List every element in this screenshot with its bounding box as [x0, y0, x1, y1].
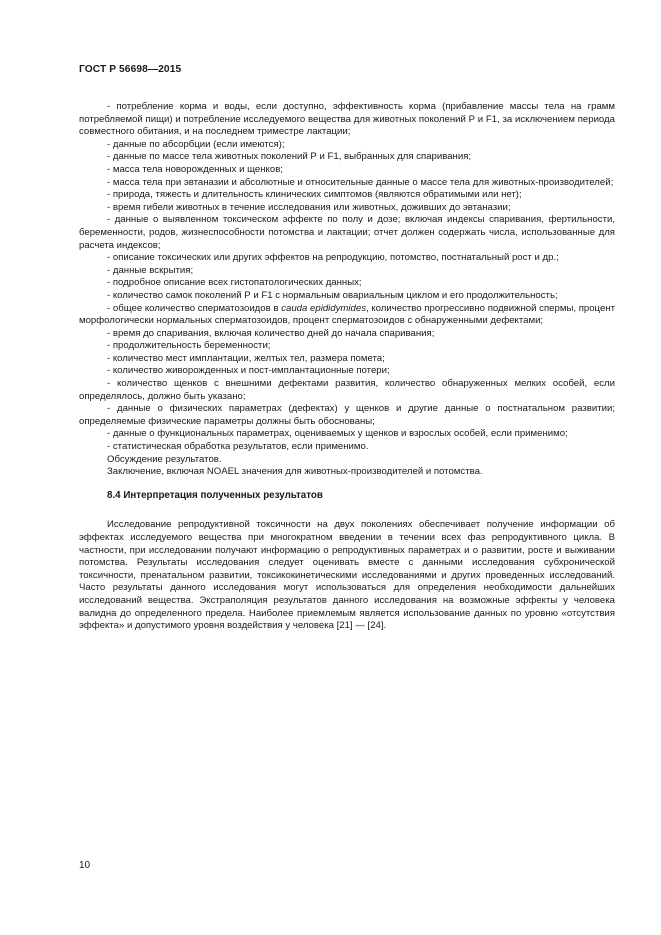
section-paragraph: Исследование репродуктивной токсичности на двух поколениях обеспечивает получение информации об эффектах исследуемого вещества при многократном введении в течении всех фаз репродуктивного цикла. В частности, при исследовании получают информацию о репродуктивных параметрах и о развитии, росте и выживании потомства. Результаты исследования следует оценивать вместе с данными исследования субхронической токсичности, пренатальном развитии, токсикокинетическими исследованиями и других проведенных исследований. Часто результаты данного исследования могут использоваться для определения необходимости дальнейших исследований вещества. Экстраполяция результатов данного исследования на возможные эффекты у человека валидна до определенного предела. Наиболее приемлемым является использование данных по уровню «отсутствия эффекта» и допустимого уровня воздействия у человека [21] — [24].: [79, 519, 615, 632]
list-item: - время гибели животных в течение исследования или животных, доживших до эвтаназии;: [107, 201, 511, 213]
list-item: - продолжительность беременности;: [107, 340, 271, 352]
results-list: [79, 101, 615, 479]
list-item: Обсуждение результатов.: [107, 453, 222, 465]
list-item: - данные вскрытия;: [107, 264, 194, 276]
list-item: - данные о функциональных параметрах, оцениваемых у щенков и взрослых особей, если применимо;: [107, 428, 568, 440]
list-item: - количество мест имплантации, желтых тел, размера помета;: [107, 352, 385, 364]
list-item: - природа, тяжесть и длительность клинических симптомов (являются обратимыми или нет);: [107, 189, 522, 201]
sperm-suffix: , количество прогрессивно подвижной спермы, процент морфологически нормальных сперматозоидов, процент сперматозоидов с обнаруженными дефектами;: [79, 302, 615, 327]
latin-term: cauda epididymides: [281, 302, 367, 314]
list-item: - количество живорожденных и пост-имплантационные потери;: [107, 365, 390, 377]
list-item: - количество самок поколений Р и F1 с нормальным овариальным циклом и его продолжительность;: [107, 289, 558, 301]
list-item-sperm: [79, 303, 615, 328]
page-number: 10: [79, 860, 91, 871]
list-item: Заключение, включая NOAEL значения для животных-производителей и потомства.: [107, 466, 483, 478]
list-item: - данные по массе тела животных поколений Р и F1, выбранных для спаривания;: [107, 151, 472, 163]
section-body: [79, 519, 615, 632]
list-item: - количество щенков с внешними дефектами развития, количество обнаруженных мелких особей, если определялось, должно быть указано;: [79, 378, 615, 402]
list-item: - статистическая обработка результатов, если применимо.: [107, 441, 369, 453]
list-item: - масса тела новорожденных и щенков;: [107, 163, 283, 175]
section-heading: 8.4 Интерпретация полученных результатов: [107, 489, 323, 501]
list-item: - масса тела при эвтаназии и абсолютные и относительные данные о массе тела для животных-производителей;: [107, 176, 614, 188]
document-header: ГОСТ Р 56698—2015: [79, 64, 182, 75]
list-item: - данные о выявленном токсическом эффекте по полу и дозе; включая индексы спаривания, фертильности, беременности, родов, жизнеспособности потомства и лактации; отчет должен содержать числа, использованные для расчета индексов;: [79, 214, 615, 251]
list-item: - подробное описание всех гистопатологических данных;: [107, 277, 362, 289]
document-body: [79, 101, 615, 633]
list-item: - описание токсических или других эффектов на репродукцию, потомство, постнатальный рост и др.;: [107, 252, 559, 264]
list-item: - данные о физических параметрах (дефектах) у щенков и другие данные о постнатальном развитии; определяемые физические параметры должны быть обоснованы;: [79, 403, 615, 427]
list-item: - потребление корма и воды, если доступно, эффективность корма (прибавление массы тела на грамм потребляемой пищи) и потребление исследуемого вещества для животных поколений Р и F1, за исключением периода совместного обитания, и на последнем триместре лактации;: [79, 101, 615, 138]
list-item: - данные по абсорбции (если имеются);: [107, 138, 285, 150]
list-item: - время до спаривания, включая количество дней до начала спаривания;: [107, 327, 435, 339]
sperm-prefix: - общее количество сперматозоидов в: [107, 302, 282, 314]
